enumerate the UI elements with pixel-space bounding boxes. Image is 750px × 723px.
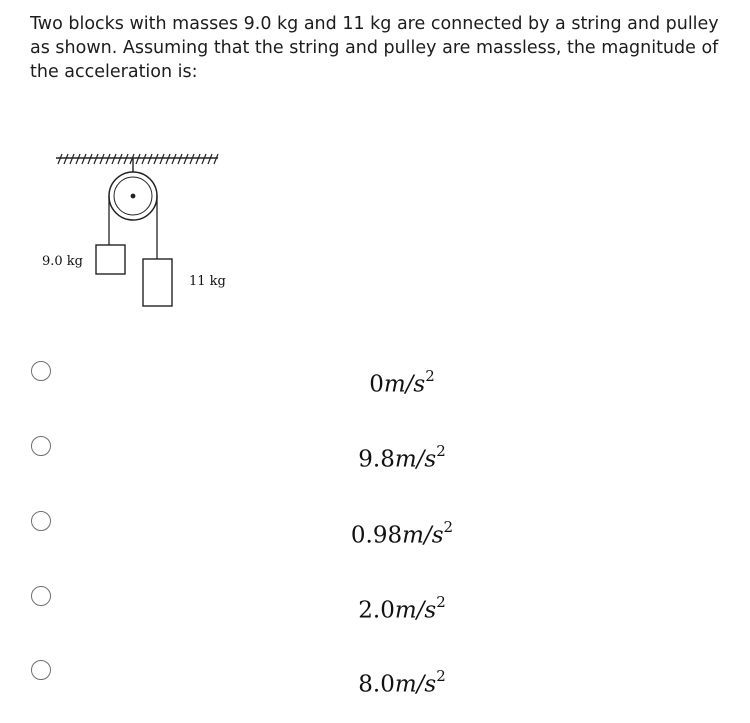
option-5-answer: $8.0m/s^2$ (358, 667, 446, 698)
ceiling-hatching (58, 154, 218, 164)
option-2-answer: $9.8m/s^2$ (358, 442, 446, 473)
option-3[interactable] (30, 511, 720, 551)
option-3-radio[interactable] (31, 511, 51, 531)
option-4-answer: $2.0m/s^2$ (358, 593, 446, 624)
pulley-axle (131, 194, 136, 199)
option-5-radio[interactable] (31, 660, 51, 680)
right-block (143, 259, 172, 306)
option-3-answer: $0.98m/s^2$ (350, 518, 454, 549)
option-5[interactable] (30, 660, 720, 700)
left-block (96, 245, 125, 274)
option-1[interactable] (30, 361, 720, 401)
right-mass-label: 11 kg (189, 274, 226, 289)
option-1-radio[interactable] (31, 361, 51, 381)
option-4[interactable] (30, 586, 720, 626)
left-mass-label: 9.0 kg (42, 254, 84, 269)
pulley-diagram (30, 148, 250, 318)
option-2[interactable] (30, 436, 720, 476)
option-1-answer: $0m/s^2$ (369, 367, 435, 398)
option-4-radio[interactable] (31, 586, 51, 606)
question-text: Two blocks with masses 9.0 kg and 11 kg are connected by a string and pulley as shown. Assuming that the string and pulley are massless, the magnitude of the acceleration is: (30, 14, 719, 82)
pulley-diagram-svg (30, 148, 250, 318)
option-2-radio[interactable] (31, 436, 51, 456)
